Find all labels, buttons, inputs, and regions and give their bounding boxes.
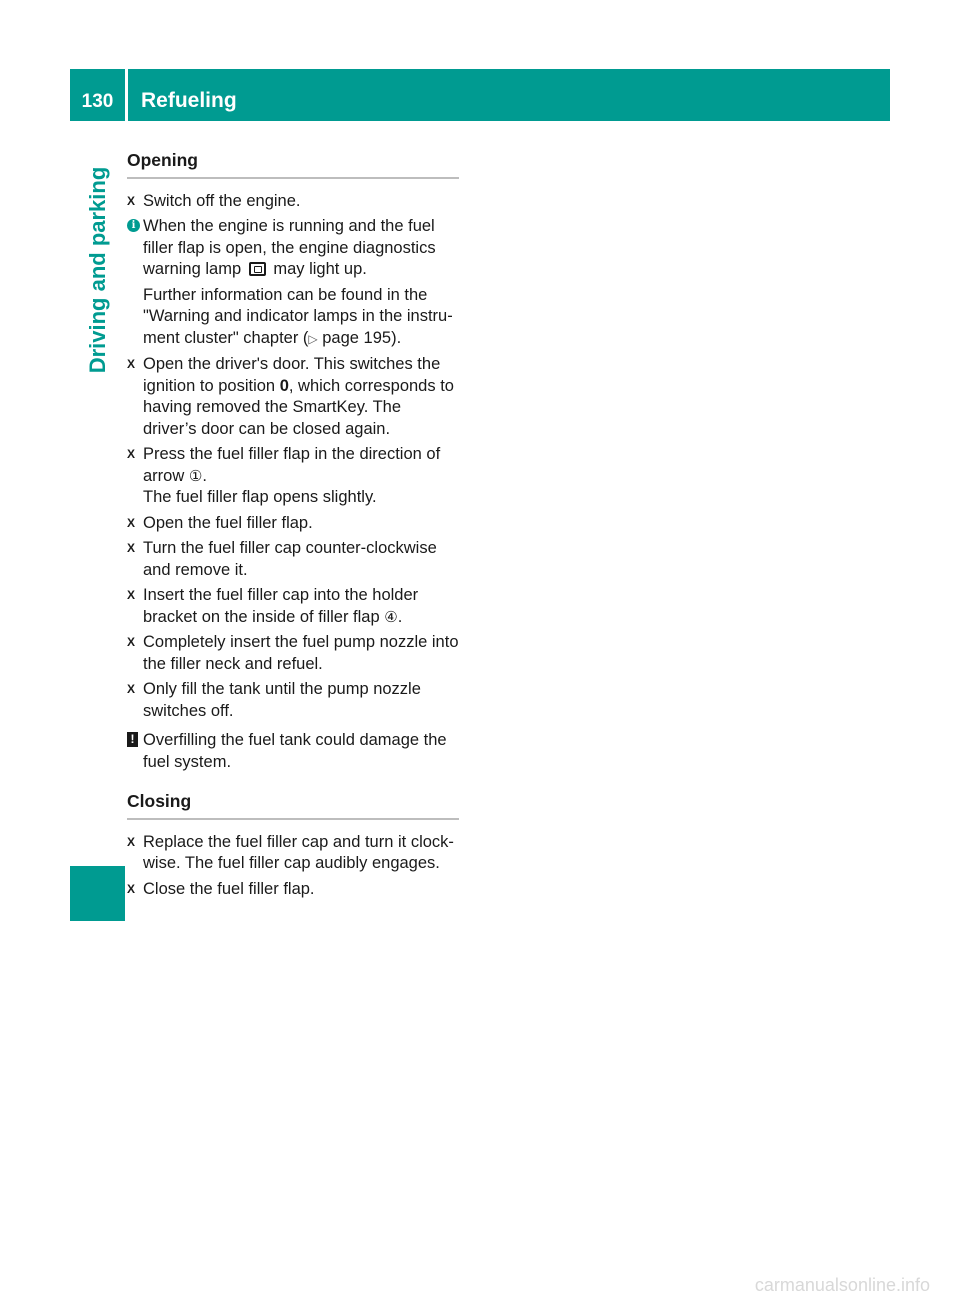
info-note: i When the engine is running and the fuel filler flap is open, the engine diagnostics warning lamp may light up. Further information can be found in the "Warning and indicator lamps in the instru- ment cluster" chapter (▷ page 195). xyxy=(127,216,459,350)
step-insert-cap: X Insert the fuel filler cap into the holder bracket on the inside of filler flap ④. xyxy=(127,586,419,626)
further-info: Further information can be found in the "Warning and indicator lamps in the instru- ment cluster" chapter (▷ page 195). xyxy=(143,285,453,347)
page-reference-link[interactable]: page 195). xyxy=(322,328,402,347)
engine-diagnostics-icon xyxy=(249,262,266,276)
step-arrow-icon: X xyxy=(127,193,136,208)
step-arrow-icon: X xyxy=(127,541,136,555)
side-tab-marker xyxy=(70,866,125,921)
step-replace-cap: X Replace the fuel filler cap and turn it clock- wise. The fuel filler cap audibly engages. xyxy=(127,832,454,872)
watermark: carmanualsonline.info xyxy=(754,1275,930,1295)
callout-marker: ④ xyxy=(384,608,398,626)
header-divider xyxy=(125,69,128,121)
step-turn-cap: X Turn the fuel filler cap counter-clockwise and remove it. xyxy=(127,539,437,579)
step-arrow-icon: X xyxy=(127,447,136,461)
step-open-door: X Open the driver's door. This switches the ignition to position 0, which corresponds to having removed the SmartKey. The driver’s door can be closed again. xyxy=(127,355,454,438)
step-nozzle: X Completely insert the fuel pump nozzle into the filler neck and refuel. xyxy=(127,633,459,673)
step-arrow-icon: X xyxy=(127,834,136,849)
step-arrow-icon: X xyxy=(127,588,136,602)
step-switch-off: X Switch off the engine. xyxy=(127,191,459,213)
callout-marker: ① xyxy=(188,467,203,485)
side-tab-label: Driving and parking xyxy=(85,166,110,374)
page-content xyxy=(127,150,459,904)
page-ref-arrow-icon: ▷ xyxy=(308,331,318,346)
step-arrow-icon: X xyxy=(127,682,136,696)
step-open-flap: X Open the fuel filler flap. xyxy=(127,513,459,535)
opening-heading: Opening xyxy=(127,150,459,179)
step-fill: X Only fill the tank until the pump nozzle switches off. xyxy=(127,680,421,720)
step-arrow-icon: X xyxy=(127,881,136,896)
step-arrow-icon: X xyxy=(127,357,136,371)
step-close-flap: X Close the fuel filler flap. xyxy=(127,879,459,901)
warning-icon: ! xyxy=(127,732,138,747)
page-number: 130 xyxy=(81,91,114,112)
step-arrow-icon: X xyxy=(127,515,136,530)
step-arrow-icon: X xyxy=(127,635,136,649)
closing-heading: Closing xyxy=(127,791,459,820)
info-icon: i xyxy=(127,219,140,232)
step-press-flap: X Press the fuel filler flap in the direction of arrow ①. The fuel filler flap opens slightly. xyxy=(127,445,441,506)
section-title: Refueling xyxy=(141,89,237,112)
warning-note: ! Overfilling the fuel tank could damage the fuel system. xyxy=(127,730,459,773)
